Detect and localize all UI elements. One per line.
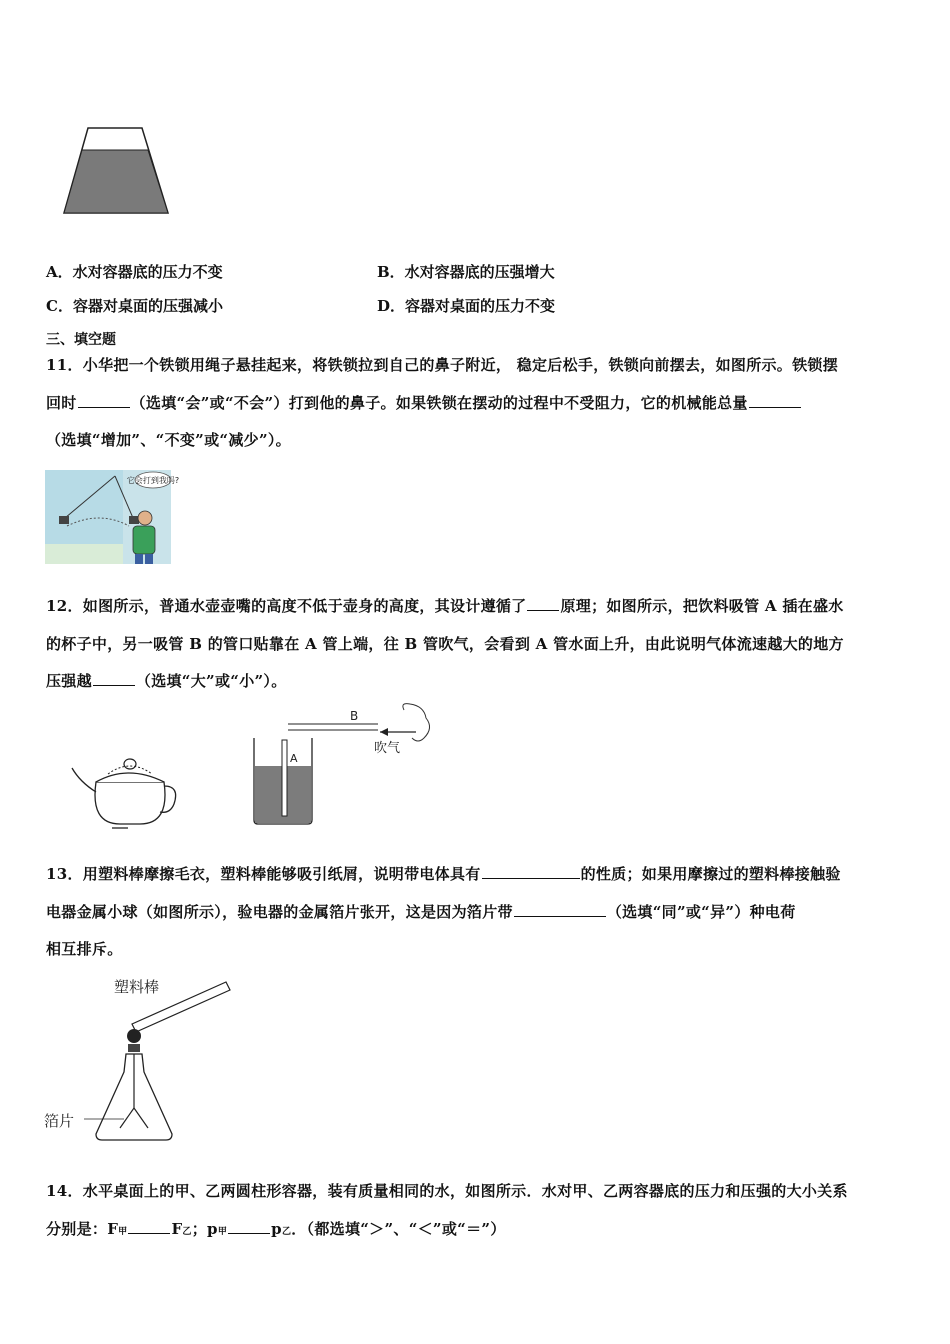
q14-sub-yi-1: 乙 — [182, 1227, 192, 1237]
straw-beaker-figure — [248, 700, 438, 828]
q13-text-d: （选填“同”或“异”）种电荷 — [606, 903, 796, 921]
option-c: C．容器对桌面的压强减小 — [46, 297, 223, 315]
q13-text-a: 13．用塑料棒摩擦毛衣，塑料棒能够吸引纸屑，说明带电体具有 — [46, 865, 481, 883]
q14-sub-jia-2: 甲 — [217, 1227, 228, 1237]
q13-line3: 相互排斥。 — [46, 940, 123, 958]
q13-blank-2[interactable] — [514, 901, 606, 917]
q12-text-a: 12．如图所示，普通水壶壶嘴的高度不低于壶身的高度，其设计遵循了 — [46, 597, 527, 615]
q12-line3 — [46, 670, 287, 691]
option-d: D．容器对桌面的压力不变 — [377, 297, 556, 315]
q12-text-c: 压强越 — [46, 672, 92, 690]
q11-bubble-text: 它会打到我吗? — [126, 476, 180, 485]
q13-text-c: 电器金属小球（如图所示），验电器的金属箔片张开，这是因为箔片带 — [46, 903, 513, 921]
q11-blank-2[interactable] — [749, 392, 801, 408]
q11-text-b: （选填“会”或“不会”）打到他的鼻子。如果铁锁在摆动的过程中不受阻力，它的机械能总量 — [130, 394, 748, 412]
q14-text-end: ．（都选填“＞”、“＜”或“＝”） — [291, 1220, 506, 1238]
option-a: A．水对容器底的压力不变 — [46, 263, 223, 281]
q12-line2: 的杯子中，另一吸管 B 的管口贴靠在 A 管上端，往 B 管吹气，会看到 A 管水面上升，由此说明气体流速越大的地方 — [46, 635, 844, 653]
q12-line1 — [46, 595, 844, 616]
q14-blank-p[interactable] — [228, 1218, 270, 1234]
pendulum-lock-figure — [45, 470, 180, 564]
q12-text-b: 原理；如图所示，把饮料吸管 A 插在盛水 — [560, 597, 844, 615]
teapot-figure — [68, 742, 180, 830]
trapezoid-container-figure — [60, 125, 175, 217]
q14-text-p2: p — [271, 1220, 282, 1238]
q14-blank-f[interactable] — [128, 1218, 170, 1234]
foil-label: 箔片 — [44, 1112, 75, 1130]
straw-b-label: B — [350, 709, 359, 723]
section-title: 三、填空题 — [46, 332, 116, 348]
rod-label: 塑料棒 — [114, 978, 160, 996]
option-b: B．水对容器底的压强增大 — [377, 263, 555, 281]
q13-line2 — [46, 901, 796, 922]
straw-a-label: A — [290, 752, 298, 765]
q14-sub-yi-2: 乙 — [281, 1227, 292, 1237]
q14-text-sep: ；p — [191, 1220, 218, 1238]
q14-line2 — [46, 1218, 506, 1239]
q14-sub-jia-1: 甲 — [118, 1227, 128, 1237]
q13-line1 — [46, 863, 841, 884]
blow-label: 吹气 — [374, 741, 401, 756]
q11-line3: （选填“增加”、“不变”或“减少”）。 — [46, 431, 291, 449]
q14-text-f2: F — [171, 1220, 183, 1238]
q11-line2 — [46, 392, 802, 413]
q14-line1: 14．水平桌面上的甲、乙两圆柱形容器，装有质量相同的水，如图所示．水对甲、乙两容器底的压力和压强的大小关系 — [46, 1182, 848, 1200]
q13-text-b: 的性质；如果用摩擦过的塑料棒接触验 — [580, 865, 841, 883]
electroscope-figure — [44, 972, 244, 1147]
q14-text-a: 分别是：F — [46, 1220, 119, 1238]
q12-blank-1[interactable] — [527, 595, 559, 611]
q11-line1: 11．小华把一个铁锁用绳子悬挂起来，将铁锁拉到自己的鼻子附近， 稳定后松手，铁锁向前摆去，如图所示。铁锁摆 — [46, 356, 839, 374]
q11-blank-1[interactable] — [78, 392, 130, 408]
q13-blank-1[interactable] — [482, 863, 580, 879]
q12-text-d: （选填“大”或“小”）。 — [135, 672, 287, 690]
q11-text-a: 回时 — [46, 394, 77, 412]
q12-blank-2[interactable] — [93, 670, 135, 686]
